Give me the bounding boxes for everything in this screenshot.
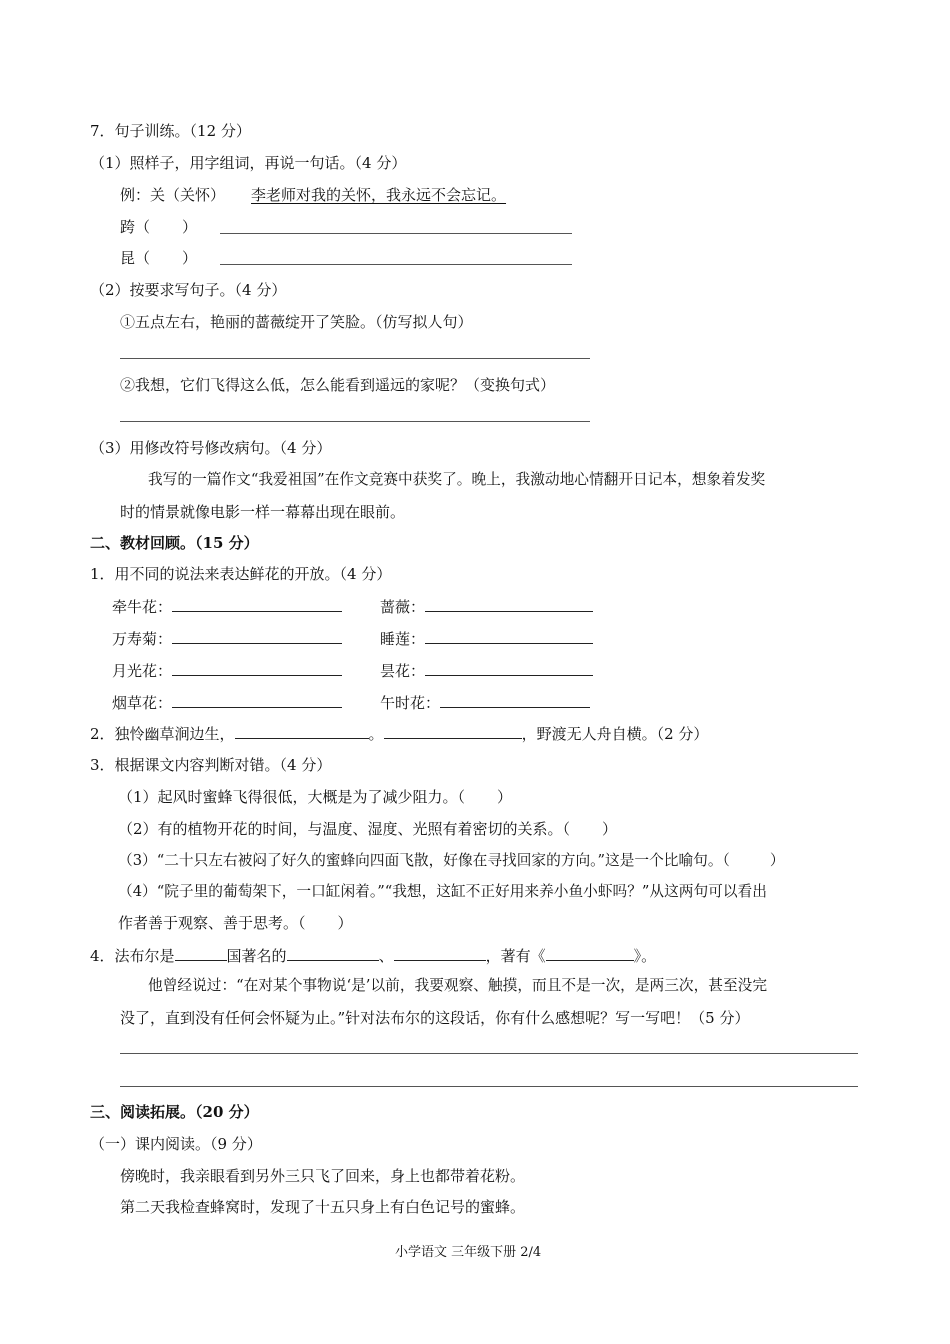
- flower-item: 万寿菊：: [112, 628, 342, 649]
- flower-item: 昙花：: [380, 660, 593, 681]
- answer-line[interactable]: [120, 1053, 858, 1054]
- q7-part2-sentence2: ②我想，它们飞得这么低，怎么能看到遥远的家呢？（变换句式）: [120, 376, 556, 394]
- answer-line[interactable]: [220, 233, 572, 234]
- answer-line[interactable]: [120, 421, 590, 422]
- s2-q4-para1: 他曾经说过：“在对某个事物说‘是’以前，我要观察、触摸，而且不是一次，是两三次，甚至没完: [148, 977, 768, 994]
- s2-q2-poem: 2．独怜幽草涧边生， 。 ，野渡无人舟自横。（2 分）: [90, 725, 709, 743]
- s2-q4-fabre: 4．法布尔是 国著名的 、 ，著有《 》。: [90, 947, 657, 965]
- s2-q4-para2: 没了，直到没有任何会怀疑为止。”针对法布尔的这段话，你有什么感想呢？写一写吧！（5 分）: [120, 1009, 750, 1027]
- judge-item-2: （2）有的植物开花的时间，与温度、湿度、光照有着密切的关系。（ ）: [118, 820, 618, 838]
- flower-item: 午时花：: [380, 692, 590, 713]
- word-row-kun: 昆（ ）: [120, 249, 198, 267]
- q7-example: [120, 185, 506, 205]
- s3-text-line2: 第二天我检查蜂窝时，发现了十五只身上有白色记号的蜜蜂。: [120, 1198, 526, 1216]
- judge-item-4: （4）“院子里的葡萄架下，一口缸闲着。”“我想，这缸不正好用来养小鱼小虾吗？”从这两句可以看出: [118, 883, 767, 900]
- s3-text-line1: 傍晚时，我亲眼看到另外三只飞了回来，身上也都带着花粉。: [120, 1167, 526, 1185]
- s3-subheading: （一）课内阅读。（9 分）: [90, 1135, 262, 1153]
- example-label: 例：关（关怀）: [120, 186, 226, 204]
- example-sentence: 李老师对我的关怀，我永远不会忘记。: [251, 186, 507, 204]
- q7-part1-title: （1）照样子，用字组词，再说一句话。（4 分）: [90, 154, 407, 172]
- answer-line[interactable]: [220, 264, 572, 265]
- poem-blank-1[interactable]: [235, 723, 369, 739]
- flower-item: 烟草花：: [112, 692, 342, 713]
- judge-item-1: （1）起风时蜜蜂飞得很低，大概是为了减少阻力。（ ）: [118, 788, 513, 806]
- q7-part2-title: （2）按要求写句子。（4 分）: [90, 281, 287, 299]
- flower-item: 睡莲：: [380, 628, 593, 649]
- word-row-kua: 跨（ ）: [120, 218, 198, 236]
- poem-blank-2[interactable]: [384, 723, 522, 739]
- page-footer: 小学语文 三年级下册 2/4: [395, 1245, 542, 1260]
- section3-heading: 三、阅读拓展。（20 分）: [90, 1103, 259, 1121]
- flower-item: 牵牛花：: [112, 596, 342, 617]
- q7-part3-title: （3）用修改符号修改病句。（4 分）: [90, 439, 332, 457]
- s2-q1-title: 1．用不同的说法来表达鲜花的开放。（4 分）: [90, 565, 392, 583]
- flower-item: 蔷薇：: [380, 596, 593, 617]
- judge-item-3: （3）“二十只左右被闷了好久的蜜蜂向四面飞散，好像在寻找回家的方向。”这是一个比喻句。（ ）: [118, 852, 785, 869]
- q7-title: 7．句子训练。（12 分）: [90, 122, 251, 140]
- s2-q3-title: 3．根据课文内容判断对错。（4 分）: [90, 756, 332, 774]
- flower-item: 月光花：: [112, 660, 342, 681]
- q7-part3-line1: 我写的一篇作文“我爱祖国”在作文竞赛中获奖了。晚上，我激动地心情翻开日记本，想象着发奖: [148, 471, 766, 488]
- answer-line[interactable]: [120, 1086, 858, 1087]
- section2-heading: 二、教材回顾。（15 分）: [90, 534, 259, 552]
- answer-line[interactable]: [120, 358, 590, 359]
- q7-part3-line2: 时的情景就像电影一样一幕幕出现在眼前。: [120, 503, 406, 521]
- q7-part2-sentence1: ①五点左右，艳丽的蔷薇绽开了笑脸。（仿写拟人句）: [120, 313, 473, 331]
- judge-item-4-cont: 作者善于观察、善于思考。（ ）: [118, 914, 353, 932]
